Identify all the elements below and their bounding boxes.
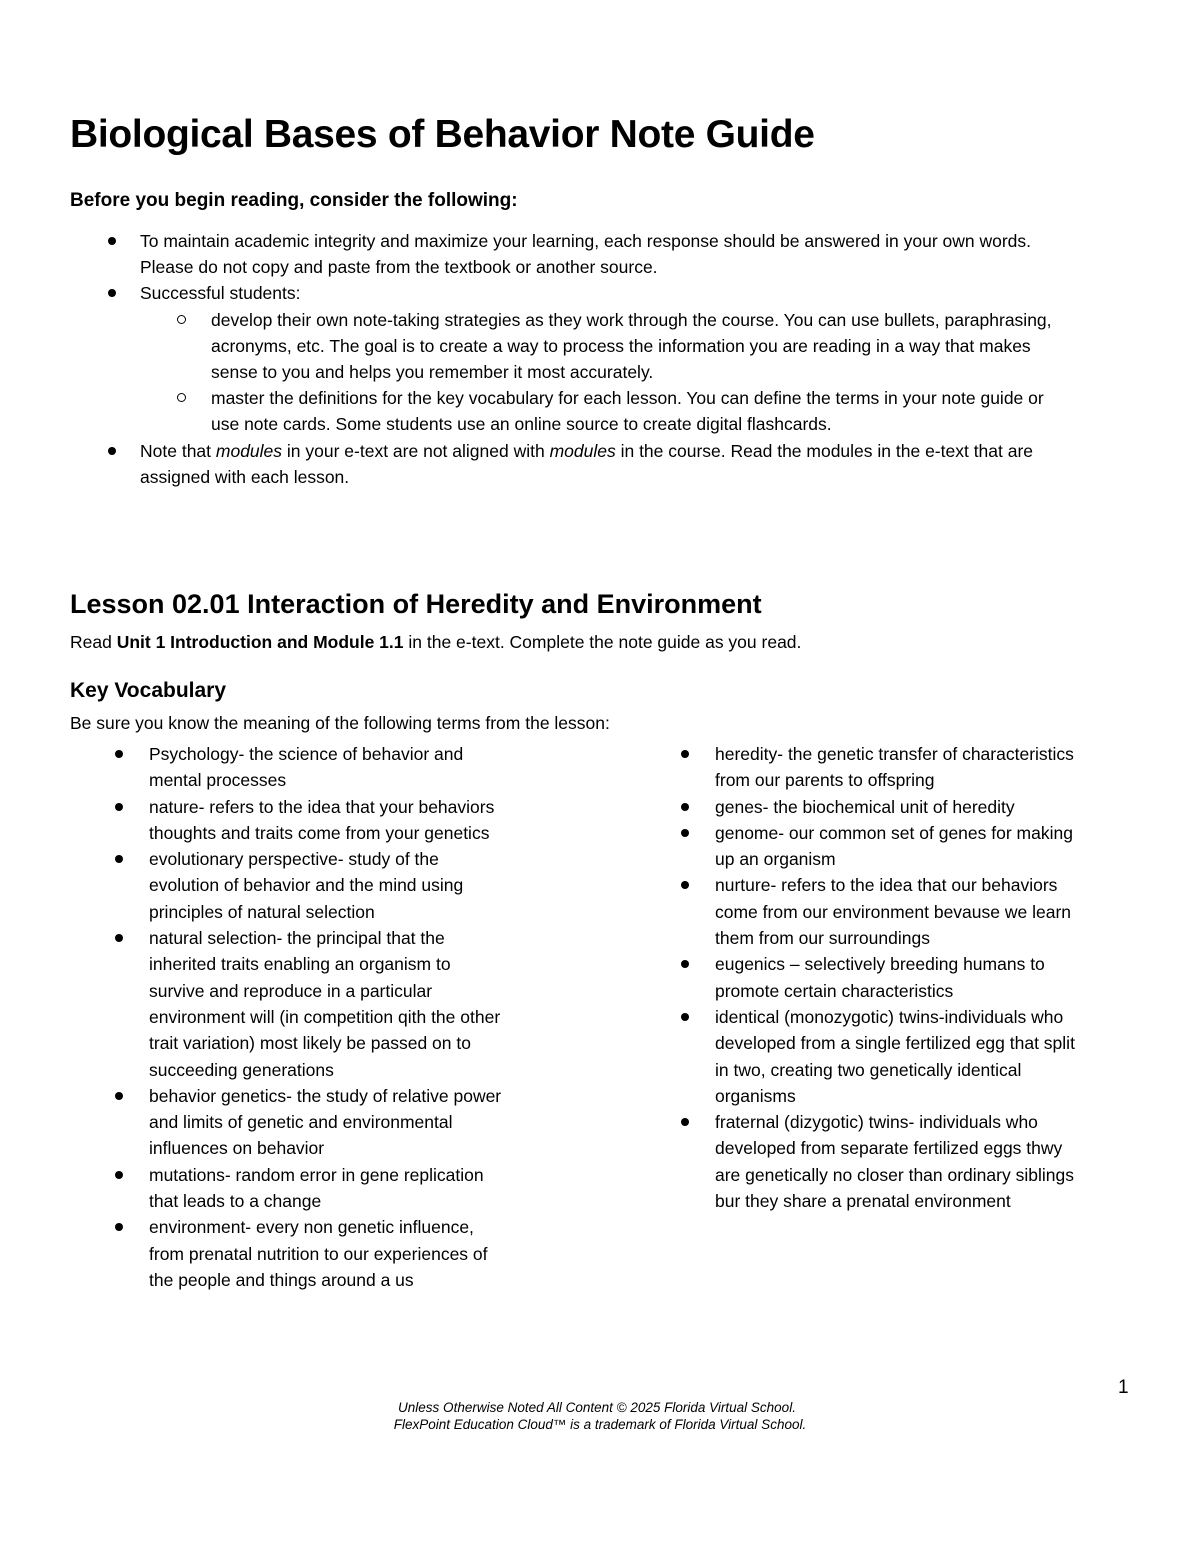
vocab-item-identical-twins: identical (monozygotic) twins-individuals who developed from a single fertilized egg that split in two, creating two genetically identical organisms	[676, 1004, 1076, 1109]
vocab-item-psychology: Psychology- the science of behavior and mental processes	[110, 741, 505, 794]
vocab-item-behavior-genetics: behavior genetics- the study of relative power and limits of genetic and environmental influences on behavior	[110, 1083, 505, 1162]
vocab-item-nurture: nurture- refers to the idea that our behaviors come from our environment bevause we learn them from our surroundings	[676, 872, 1076, 951]
modules-note-part2: in your e-text are not aligned with	[282, 440, 550, 461]
vocab-item-nature: nature- refers to the idea that your behaviors thoughts and traits come from your genetics	[110, 794, 505, 847]
intro-bullet-modules	[70, 438, 1070, 490]
intro-sub-bullet-note-taking: develop their own note-taking strategies as they work through the course. You can use bullets, paraphrasing, acronyms, etc. The goal is to create a way to process the information you are reading in a way that makes sense to you and helps you remember it most accurately.	[140, 307, 1070, 386]
reading-prefix: Read	[70, 632, 117, 652]
intro-sub-bullet-vocabulary: master the definitions for the key vocabulary for each lesson. You can define the terms in your note guide or use note cards. Some students use an online source to create digital flashcards.	[140, 385, 1070, 437]
intro-bullet-successful-students-label: Successful students:	[140, 283, 301, 304]
vocab-list-right	[676, 741, 1076, 1214]
intro-list	[70, 228, 1070, 490]
vocab-item-evolutionary-perspective: evolutionary perspective- study of the evolution of behavior and the mind using principles of natural selection	[110, 846, 505, 925]
intro-bullet-successful-students	[70, 280, 1070, 437]
vocab-item-heredity: heredity- the genetic transfer of characteristics from our parents to offspring	[676, 741, 1076, 794]
modules-note-em1: modules	[215, 440, 283, 461]
modules-note-part1: Note that	[140, 440, 216, 461]
intro-heading: Before you begin reading, consider the following:	[70, 190, 518, 211]
vocab-item-eugenics: eugenics – selectively breeding humans to promote certain characteristics	[676, 951, 1076, 1004]
vocab-item-natural-selection: natural selection- the principal that the inherited traits enabling an organism to survive and reproduce in a particular environment will (in competition qith the other trait variation) most likely be passed on to succeeding generations	[110, 925, 505, 1083]
reading-bold: Unit 1 Introduction and Module 1.1	[116, 632, 404, 652]
reading-suffix: in the e-text. Complete the note guide as you read.	[403, 632, 802, 652]
key-vocabulary-heading: Key Vocabulary	[70, 679, 227, 702]
lesson-title: Lesson 02.01 Interaction of Heredity and Environment	[70, 589, 762, 619]
document-title: Biological Bases of Behavior Note Guide	[70, 113, 815, 156]
reading-assignment	[70, 629, 801, 655]
vocab-item-genome: genome- our common set of genes for making up an organism	[676, 820, 1076, 873]
vocab-list-left	[110, 741, 505, 1293]
modules-note-em2: modules	[549, 440, 616, 461]
footer-trademark: FlexPoint Education Cloud™ is a trademark of Florida Virtual School.	[393, 1417, 807, 1432]
modules-note-part3: in the course. Read the modules in the e-text that are assigned with each lesson.	[140, 440, 1034, 487]
vocab-item-fraternal-twins: fraternal (dizygotic) twins- individuals who developed from separate fertilized eggs thwy are genetically no closer than ordinary siblings bur they share a prenatal environment	[676, 1109, 1076, 1214]
intro-sub-list	[140, 307, 1070, 438]
intro-bullet-integrity: To maintain academic integrity and maximize your learning, each response should be answered in your own words. Please do not copy and paste from the textbook or another source.	[70, 228, 1070, 280]
vocab-item-genes: genes- the biochemical unit of heredity	[676, 794, 1076, 820]
vocab-item-environment: environment- every non genetic influence, from prenatal nutrition to our experiences of the people and things around a us	[110, 1214, 505, 1293]
key-vocabulary-intro: Be sure you know the meaning of the following terms from the lesson:	[70, 713, 610, 733]
page-number: 1	[1118, 1377, 1129, 1398]
footer-copyright: Unless Otherwise Noted All Content © 2025 Florida Virtual School.	[398, 1400, 796, 1415]
vocab-item-mutations: mutations- random error in gene replication that leads to a change	[110, 1162, 505, 1215]
